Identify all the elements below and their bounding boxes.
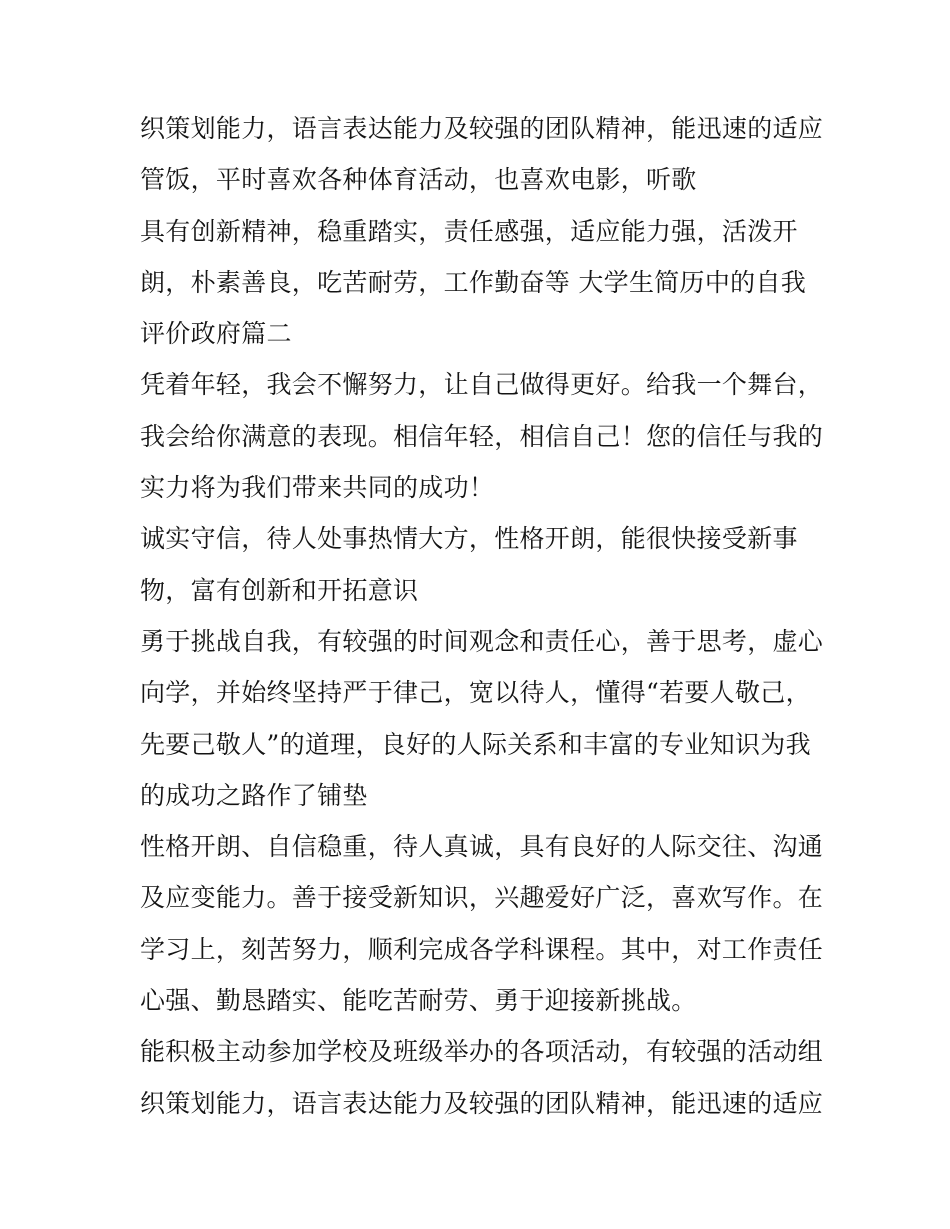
document-body (140, 103, 830, 1129)
text-line: 凭着年轻，我会不懈努力，让自己做得更好。给我一个舞台， (140, 370, 824, 400)
text-line: 实力将为我们带来共同的成功！ (140, 473, 495, 503)
text-line: 的成功之路作了铺垫 (140, 780, 368, 810)
text-line: 性格开朗、自信稳重，待人真诚，具有良好的人际交往、沟通 (140, 832, 824, 862)
text-line: 物，富有创新和开拓意识 (140, 575, 419, 605)
text-line: 朗，朴素善良，吃苦耐劳，工作勤奋等 大学生简历中的自我 (140, 267, 807, 297)
text-line: 心强、勤恳踏实、能吃苦耐劳、勇于迎接新挑战。 (140, 986, 697, 1016)
text-line: 学习上，刻苦努力，顺利完成各学科课程。其中，对工作责任 (140, 934, 824, 964)
text-line: 织策划能力，语言表达能力及较强的团队精神，能迅速的适应 (140, 1088, 824, 1118)
text-line: 我会给你满意的表现。相信年轻，相信自己！您的信任与我的 (140, 421, 824, 451)
text-line: 及应变能力。善于接受新知识，兴趣爱好广泛，喜欢写作。在 (140, 883, 824, 913)
text-line: 勇于挑战自我，有较强的时间观念和责任心，善于思考，虚心 (140, 626, 824, 656)
text-line: 先要己敬人”的道理，良好的人际关系和丰富的专业知识为我 (140, 729, 811, 759)
text-line: 管饭，平时喜欢各种体育活动，也喜欢电影，听歌 (140, 165, 697, 195)
text-line: 能积极主动参加学校及班级举办的各项活动，有较强的活动组 (140, 1037, 824, 1067)
text-line: 诚实守信，待人处事热情大方，性格开朗，能很快接受新事 (140, 524, 798, 554)
text-line: 向学，并始终坚持严于律己，宽以待人，懂得“若要人敬己， (140, 678, 811, 708)
section-heading: 评价政府篇二 (140, 319, 292, 349)
text-line: 具有创新精神，稳重踏实，责任感强，适应能力强，活泼开 (140, 216, 798, 246)
text-line: 织策划能力，语言表达能力及较强的团队精神，能迅速的适应 (140, 114, 824, 143)
